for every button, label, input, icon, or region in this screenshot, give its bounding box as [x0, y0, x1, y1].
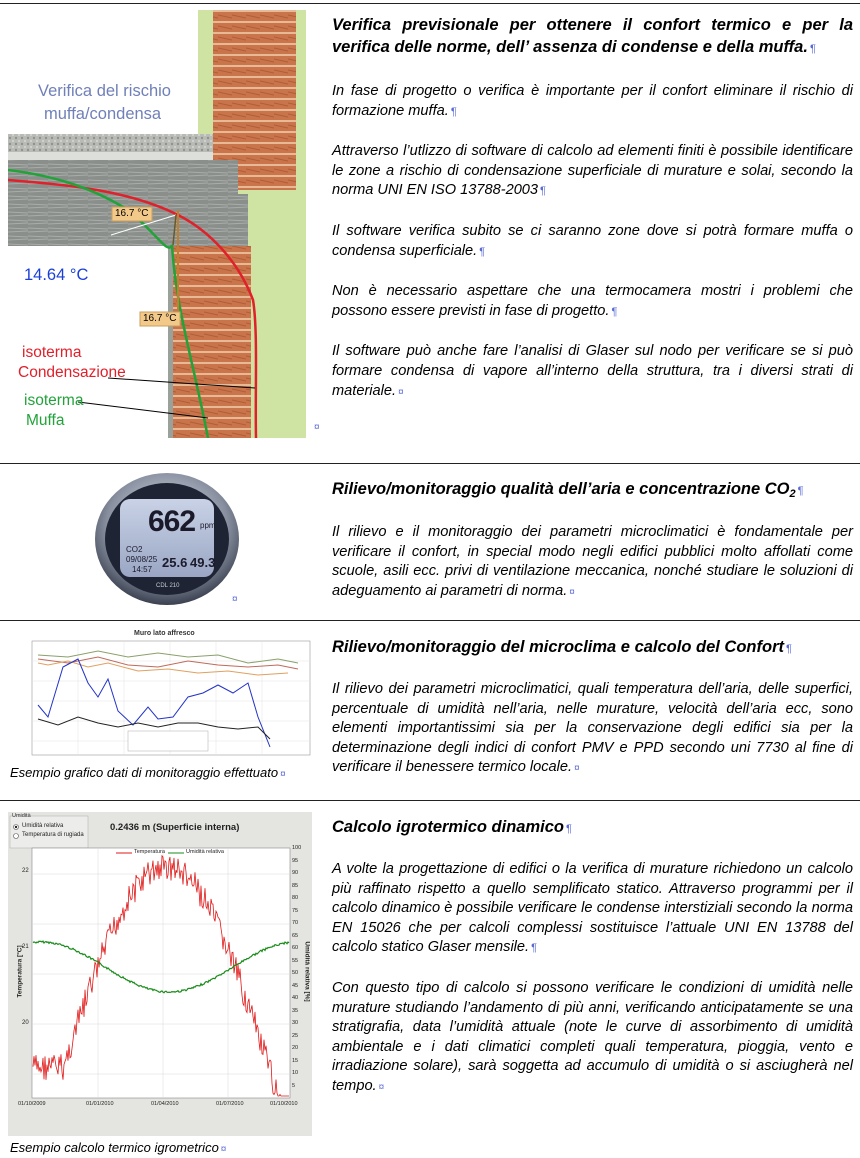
device-date: 09/08/25	[126, 555, 158, 564]
hygro-legend-opt1: Umidità relativa	[22, 823, 64, 829]
hygro-y-right-tick: 70	[292, 920, 299, 926]
hygro-y-right-tick: 80	[292, 895, 299, 901]
hygro-y-right-tick: 85	[292, 882, 299, 889]
device-time: 14:57	[132, 565, 153, 574]
section1-text	[332, 14, 853, 402]
hygro-y-right-tick: 75	[292, 907, 299, 914]
hygro-y-right-tick: 35	[292, 1007, 299, 1014]
hygro-x-tick: 01/01/2010	[86, 1101, 114, 1107]
section3-text	[332, 636, 853, 779]
hygrothermal-chart	[8, 812, 312, 1136]
device-humidity: 49.3	[190, 555, 216, 570]
section1-paragraph: Attraverso l’utlizzo di software di calcolo ad elementi finiti è possibile identificare le zone a rischio di condensazione superficiale di murature e solai, secondo la norma UNI EN ISO 13788-2003 ¶	[332, 143, 853, 199]
device-brand: CDL 210	[156, 583, 180, 589]
hygro-y-right-tick: 5	[292, 1082, 296, 1089]
hygro-legend-temperature: Temperatura	[134, 849, 165, 855]
hygrothermal-chart-caption: Esempio calcolo termico igrometrico ¤	[10, 1140, 227, 1155]
section1-title: Verifica previsionale per ottenere il confort termico e per la verifica delle norme, dell’ assenza di condense e della muffa. ¶	[332, 16, 853, 56]
isotherm-condensation-label-2: Condensazione	[18, 364, 126, 381]
isotherm-mold-label-2: Muffa	[26, 412, 65, 429]
hygro-y-right-tick: 10	[292, 1070, 299, 1076]
section2-paragraph: Il rilievo e il monitoraggio dei parametri microclimatici è fondamentale per verificare il confort, in special modo negli edifici pubblici molto affollati come scuole, asili ecc. privi di ventilazione meccanica, nonché studiare le soluzioni di adeguamento ai parametri di norma. ¤	[332, 524, 853, 599]
co2-unit: ppm	[200, 521, 216, 530]
section1-paragraph: Il software può anche fare l’analisi di Glaser sul nodo per verificare se si può formare condensa di vapore all’interno della struttura, tra i diversi strati di materiale. ¤	[332, 343, 853, 399]
section4-paragraph: Con questo tipo di calcolo si possono verificare le condizioni di umidità nelle murature studiando l’andamento di più anni, verificando anticipatamente se una stratigrafia, data l’umidità attuale (note le curve di assorbimento di umidità ambientale e i dati climatici completi quali temperatura, pioggia, vento e irradiazione solare), sarà soggetta ad accumulo di umidità o si asciugherà nel tempo. ¤	[332, 979, 853, 1094]
hygro-x-tick: 01/07/2010	[216, 1101, 244, 1107]
section1-paragraph: Non è necessario aspettare che una termocamera mostri i problemi che possono essere previsti in fase di progetto. ¶	[332, 283, 853, 319]
section-divider	[0, 3, 860, 4]
hygro-x-tick: 01/04/2010	[151, 1101, 179, 1107]
hygro-y-right-tick: 15	[292, 1057, 299, 1064]
hygro-y-right-tick: 40	[292, 995, 299, 1001]
co2-meter-image	[92, 471, 242, 611]
hygro-y-right-tick: 25	[292, 1032, 299, 1039]
hygro-x-tick: 01/10/2009	[18, 1101, 46, 1107]
temp-tag-1: 16.7 °C	[115, 208, 149, 219]
monitoring-chart-title: Muro lato affresco	[134, 630, 195, 637]
hygro-legend-opt2: Temperatura di rugiada	[22, 832, 84, 838]
corner-temperature: 14.64 °C	[24, 266, 89, 284]
hygro-y-right-tick: 50	[292, 970, 299, 976]
hygro-y-right-tick: 90	[292, 870, 299, 876]
section4-text	[332, 816, 853, 1098]
hygro-legend-box-title: Umidità	[12, 813, 31, 819]
monitoring-chart	[8, 627, 320, 763]
hygro-y-left-label: Temperatura [°C]	[16, 945, 24, 998]
figure-heading-line2: muffa/condensa	[44, 105, 162, 123]
section-divider	[0, 463, 860, 464]
section4-title: Calcolo igrotermico dinamico ¶	[332, 818, 572, 836]
co2-label: CO2	[126, 545, 143, 554]
hygro-y-right-tick: 100	[292, 845, 302, 851]
co2-reading: 662	[148, 505, 196, 538]
hygro-x-tick: 01/10/2010	[270, 1101, 298, 1107]
hygro-y-right-tick: 55	[292, 957, 299, 964]
hygro-y-left-tick: 21	[22, 944, 29, 950]
isotherm-mold-label-1: isoterma	[24, 392, 84, 409]
table-cell-marker: ¤	[314, 422, 320, 433]
hygro-y-right-tick: 20	[292, 1045, 299, 1051]
isotherm-condensation-label-1: isoterma	[22, 344, 82, 361]
hygro-y-right-tick: 65	[292, 932, 299, 939]
hygro-y-right-tick: 95	[292, 857, 299, 864]
section4-paragraph: A volte la progettazione di edifici o la verifica di murature richiedono un calcolo più raffinato rispetto a quello semplificato statico. Attraverso programmi per il calcolo dinamico è possibile verificare le condense interstiziali secondo la norma EN 15026 che per calcoli complessi sostituisce l’attuale UNI EN 13788 del calcolo statico Glaser mensile. ¶	[332, 861, 853, 956]
table-cell-marker: ¤	[232, 594, 238, 605]
section-divider	[0, 800, 860, 801]
hygro-y-right-label: Umidità relativa [%]	[303, 941, 311, 1002]
section1-paragraph: Il software verifica subito se ci saranno zone dove si potrà formare muffa o condensa superficiale. ¶	[332, 222, 853, 259]
thermal-bridge-figure	[8, 10, 311, 438]
device-temperature: 25.6	[162, 555, 188, 570]
figure-heading-line1: Verifica del rischio	[38, 82, 171, 100]
hygro-y-right-tick: 60	[292, 945, 299, 951]
hygro-y-left-tick: 20	[22, 1020, 29, 1026]
hygro-y-right-tick: 30	[292, 1020, 299, 1026]
monitoring-chart-caption: Esempio grafico dati di monitoraggio effettuato ¤	[10, 765, 286, 780]
section-divider	[0, 620, 860, 621]
hygro-y-right-tick: 45	[292, 982, 299, 989]
section3-title: Rilievo/monitoraggio del microclima e calcolo del Confort ¶	[332, 638, 792, 656]
temp-tag-2: 16.7 °C	[143, 313, 177, 324]
hygro-chart-title: 0.2436 m (Superficie interna)	[110, 822, 240, 833]
hygro-y-left-tick: 22	[22, 868, 29, 874]
section3-paragraph: Il rilievo dei parametri microclimatici, quali temperatura dell’aria, delle superfici, percentuale di umidità nell’aria, nelle murature, velocità dell’aria ecc, sono elementi importantissimi sia per la conservazione degli edifici sia per la determinazione degli indici di confort PMV e PPD secondo uni 7730 al fine di verificare il benessere termico locale. ¤	[332, 681, 853, 776]
hygro-legend-humidity: Umidità relativa	[186, 849, 224, 855]
section1-paragraph: In fase di progetto o verifica è importante per il confort eliminare il rischio di formazione muffa. ¶	[332, 83, 853, 119]
section2-title: Rilievo/monitoraggio qualità dell’aria e concentrazione $CO_2$ ¶	[332, 480, 804, 500]
section2-text	[332, 478, 853, 602]
